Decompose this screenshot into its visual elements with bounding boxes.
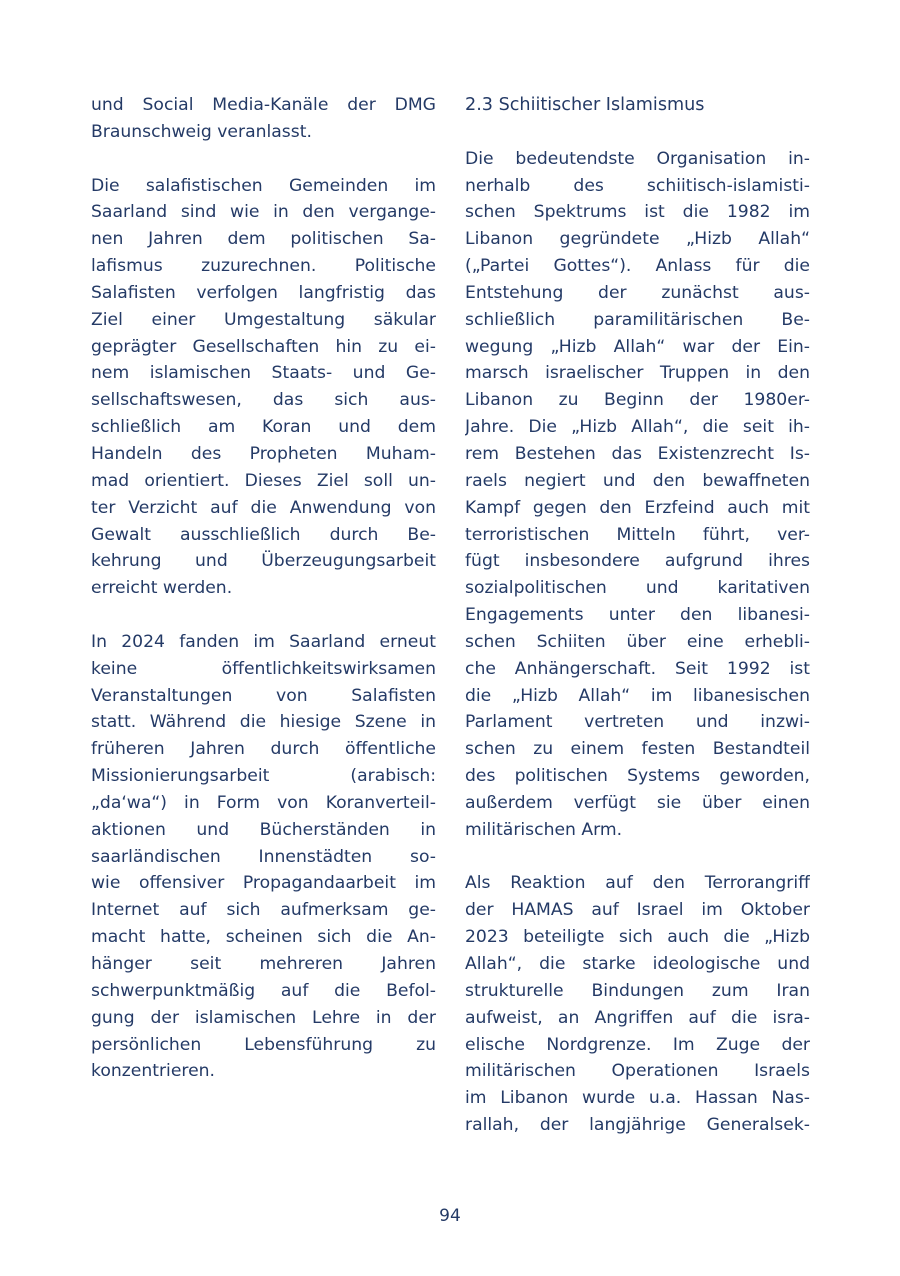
text-line: ter Verzicht auf die Anwendung von	[91, 497, 436, 518]
text-line: konzentrieren.	[91, 1061, 216, 1082]
text-line: che Anhängerschaft. Seit 1992 ist	[465, 658, 810, 679]
text-line: keine öffentlichkeitswirksamen	[91, 658, 436, 679]
text-line: terroristischen Mitteln führt, ver-	[465, 524, 810, 545]
text-line: hänger seit mehreren Jahren	[91, 954, 436, 974]
text-line: saarländischen Innenstädten so-	[91, 846, 436, 867]
text-line: Die bedeutendste Organisation in-	[465, 148, 810, 169]
text-line: statt. Während die hiesige Szene in	[91, 712, 436, 733]
text-line: schen zu einem festen Bestandteil	[465, 739, 810, 760]
text-line: Salafisten verfolgen langfristig das	[91, 282, 436, 303]
text-line: Allah“, die starke ideologische und	[465, 954, 810, 974]
left-column	[91, 92, 436, 1085]
page-number: 94	[439, 1206, 461, 1226]
text-line: Internet auf sich aufmerksam ge-	[91, 900, 436, 921]
text-line: schließlich paramilitärischen Be-	[465, 309, 810, 330]
text-line: wie offensiver Propagandaarbeit im	[91, 873, 436, 894]
text-line: raels negiert und den bewaffneten	[465, 470, 810, 491]
text-line: Entstehung der zunächst aus-	[465, 282, 810, 303]
text-line: der HAMAS auf Israel im Oktober	[465, 900, 810, 921]
text-line: Jahre. Die „Hizb Allah“, die seit ih-	[465, 417, 810, 438]
text-line: Veranstaltungen von Salafisten	[91, 685, 436, 706]
paragraph	[91, 629, 436, 1085]
text-line: rallah, der langjährige Generalsek-	[465, 1115, 810, 1136]
text-line: In 2024 fanden im Saarland erneut	[91, 631, 436, 652]
text-line: im Libanon wurde u.a. Hassan Nas-	[465, 1088, 810, 1109]
spacer	[465, 119, 810, 146]
text-line: Libanon gegründete „Hizb Allah“	[465, 229, 810, 250]
text-line: macht hatte, scheinen sich die An-	[91, 927, 436, 948]
text-line: Missionierungsarbeit (arabisch:	[91, 766, 436, 787]
text-line: gung der islamischen Lehre in der	[91, 1007, 436, 1028]
text-line: Parlament vertreten und inzwi-	[465, 712, 810, 733]
text-line: sozialpolitischen und karitativen	[465, 578, 810, 599]
text-line: Handeln des Propheten Muham-	[91, 443, 436, 464]
right-column	[465, 92, 810, 1139]
paragraph-spacer	[91, 602, 436, 629]
text-line: fügt insbesondere aufgrund ihres	[465, 551, 810, 572]
text-line: militärischen Arm.	[465, 819, 623, 840]
text-line: Engagements unter den libanesi-	[465, 605, 810, 626]
text-line: geprägter Gesellschaften hin zu ei-	[91, 336, 436, 357]
text-line: militärischen Operationen Israels	[465, 1061, 810, 1082]
text-line: persönlichen Lebensführung zu	[91, 1034, 436, 1055]
text-line: („Partei Gottes“). Anlass für die	[465, 256, 810, 277]
paragraph-spacer	[91, 146, 436, 173]
text-line: „da‘wa“) in Form von Koranverteil-	[91, 792, 436, 813]
text-line: lafismus zuzurechnen. Politische	[91, 256, 436, 277]
text-line: nem islamischen Staats- und Ge-	[91, 363, 436, 384]
text-line: marsch israelischer Truppen in den	[465, 363, 810, 384]
text-line: aktionen und Bücherständen in	[91, 819, 436, 840]
text-line: schen Spektrums ist die 1982 im	[465, 202, 810, 223]
text-line: Libanon zu Beginn der 1980er-	[465, 390, 810, 411]
text-line: 2023 beteiligte sich auch die „Hizb	[465, 927, 810, 948]
text-line: und Social Media-Kanäle der DMG	[91, 95, 436, 115]
text-line: außerdem verfügt sie über einen	[465, 792, 810, 813]
text-line: die „Hizb Allah“ im libanesischen	[465, 685, 810, 706]
text-line: rem Bestehen das Existenzrecht Is-	[465, 443, 810, 464]
paragraph	[91, 173, 436, 603]
paragraph	[91, 92, 436, 146]
text-line: schwerpunktmäßig auf die Befol-	[91, 980, 436, 1001]
text-line: erreicht werden.	[91, 578, 233, 599]
text-line: Gewalt ausschließlich durch Be-	[91, 524, 436, 545]
text-line: Kampf gegen den Erzfeind auch mit	[465, 497, 810, 518]
text-line: schließlich am Koran und dem	[91, 417, 436, 438]
paragraph	[465, 146, 810, 844]
text-line: Braunschweig veranlasst.	[91, 121, 312, 142]
text-line: mad orientiert. Dieses Ziel soll un-	[91, 470, 436, 491]
text-line: Saarland sind wie in den vergange-	[91, 202, 436, 223]
text-line: schen Schiiten über eine erhebli-	[465, 631, 810, 652]
text-line: früheren Jahren durch öffentliche	[91, 739, 436, 760]
text-line: nerhalb des schiitisch-islamisti-	[465, 175, 810, 196]
text-line: kehrung und Überzeugungsarbeit	[91, 551, 436, 572]
text-line: Die salafistischen Gemeinden im	[91, 175, 436, 196]
text-line: wegung „Hizb Allah“ war der Ein-	[465, 336, 810, 357]
text-line: strukturelle Bindungen zum Iran	[465, 980, 810, 1001]
text-line: sellschaftswesen, das sich aus-	[91, 390, 436, 411]
paragraph	[465, 870, 810, 1138]
paragraph-spacer	[465, 844, 810, 871]
text-line: Als Reaktion auf den Terrorangriff	[465, 873, 810, 894]
text-line: nen Jahren dem politischen Sa-	[91, 229, 436, 250]
text-line: elische Nordgrenze. Im Zuge der	[465, 1034, 810, 1055]
text-line: aufweist, an Angriffen auf die isra-	[465, 1007, 810, 1028]
text-line: Ziel einer Umgestaltung säkular	[91, 309, 436, 330]
text-line: des politischen Systems geworden,	[465, 766, 810, 787]
section-heading: 2.3 Schiitischer Islamismus	[465, 95, 705, 115]
